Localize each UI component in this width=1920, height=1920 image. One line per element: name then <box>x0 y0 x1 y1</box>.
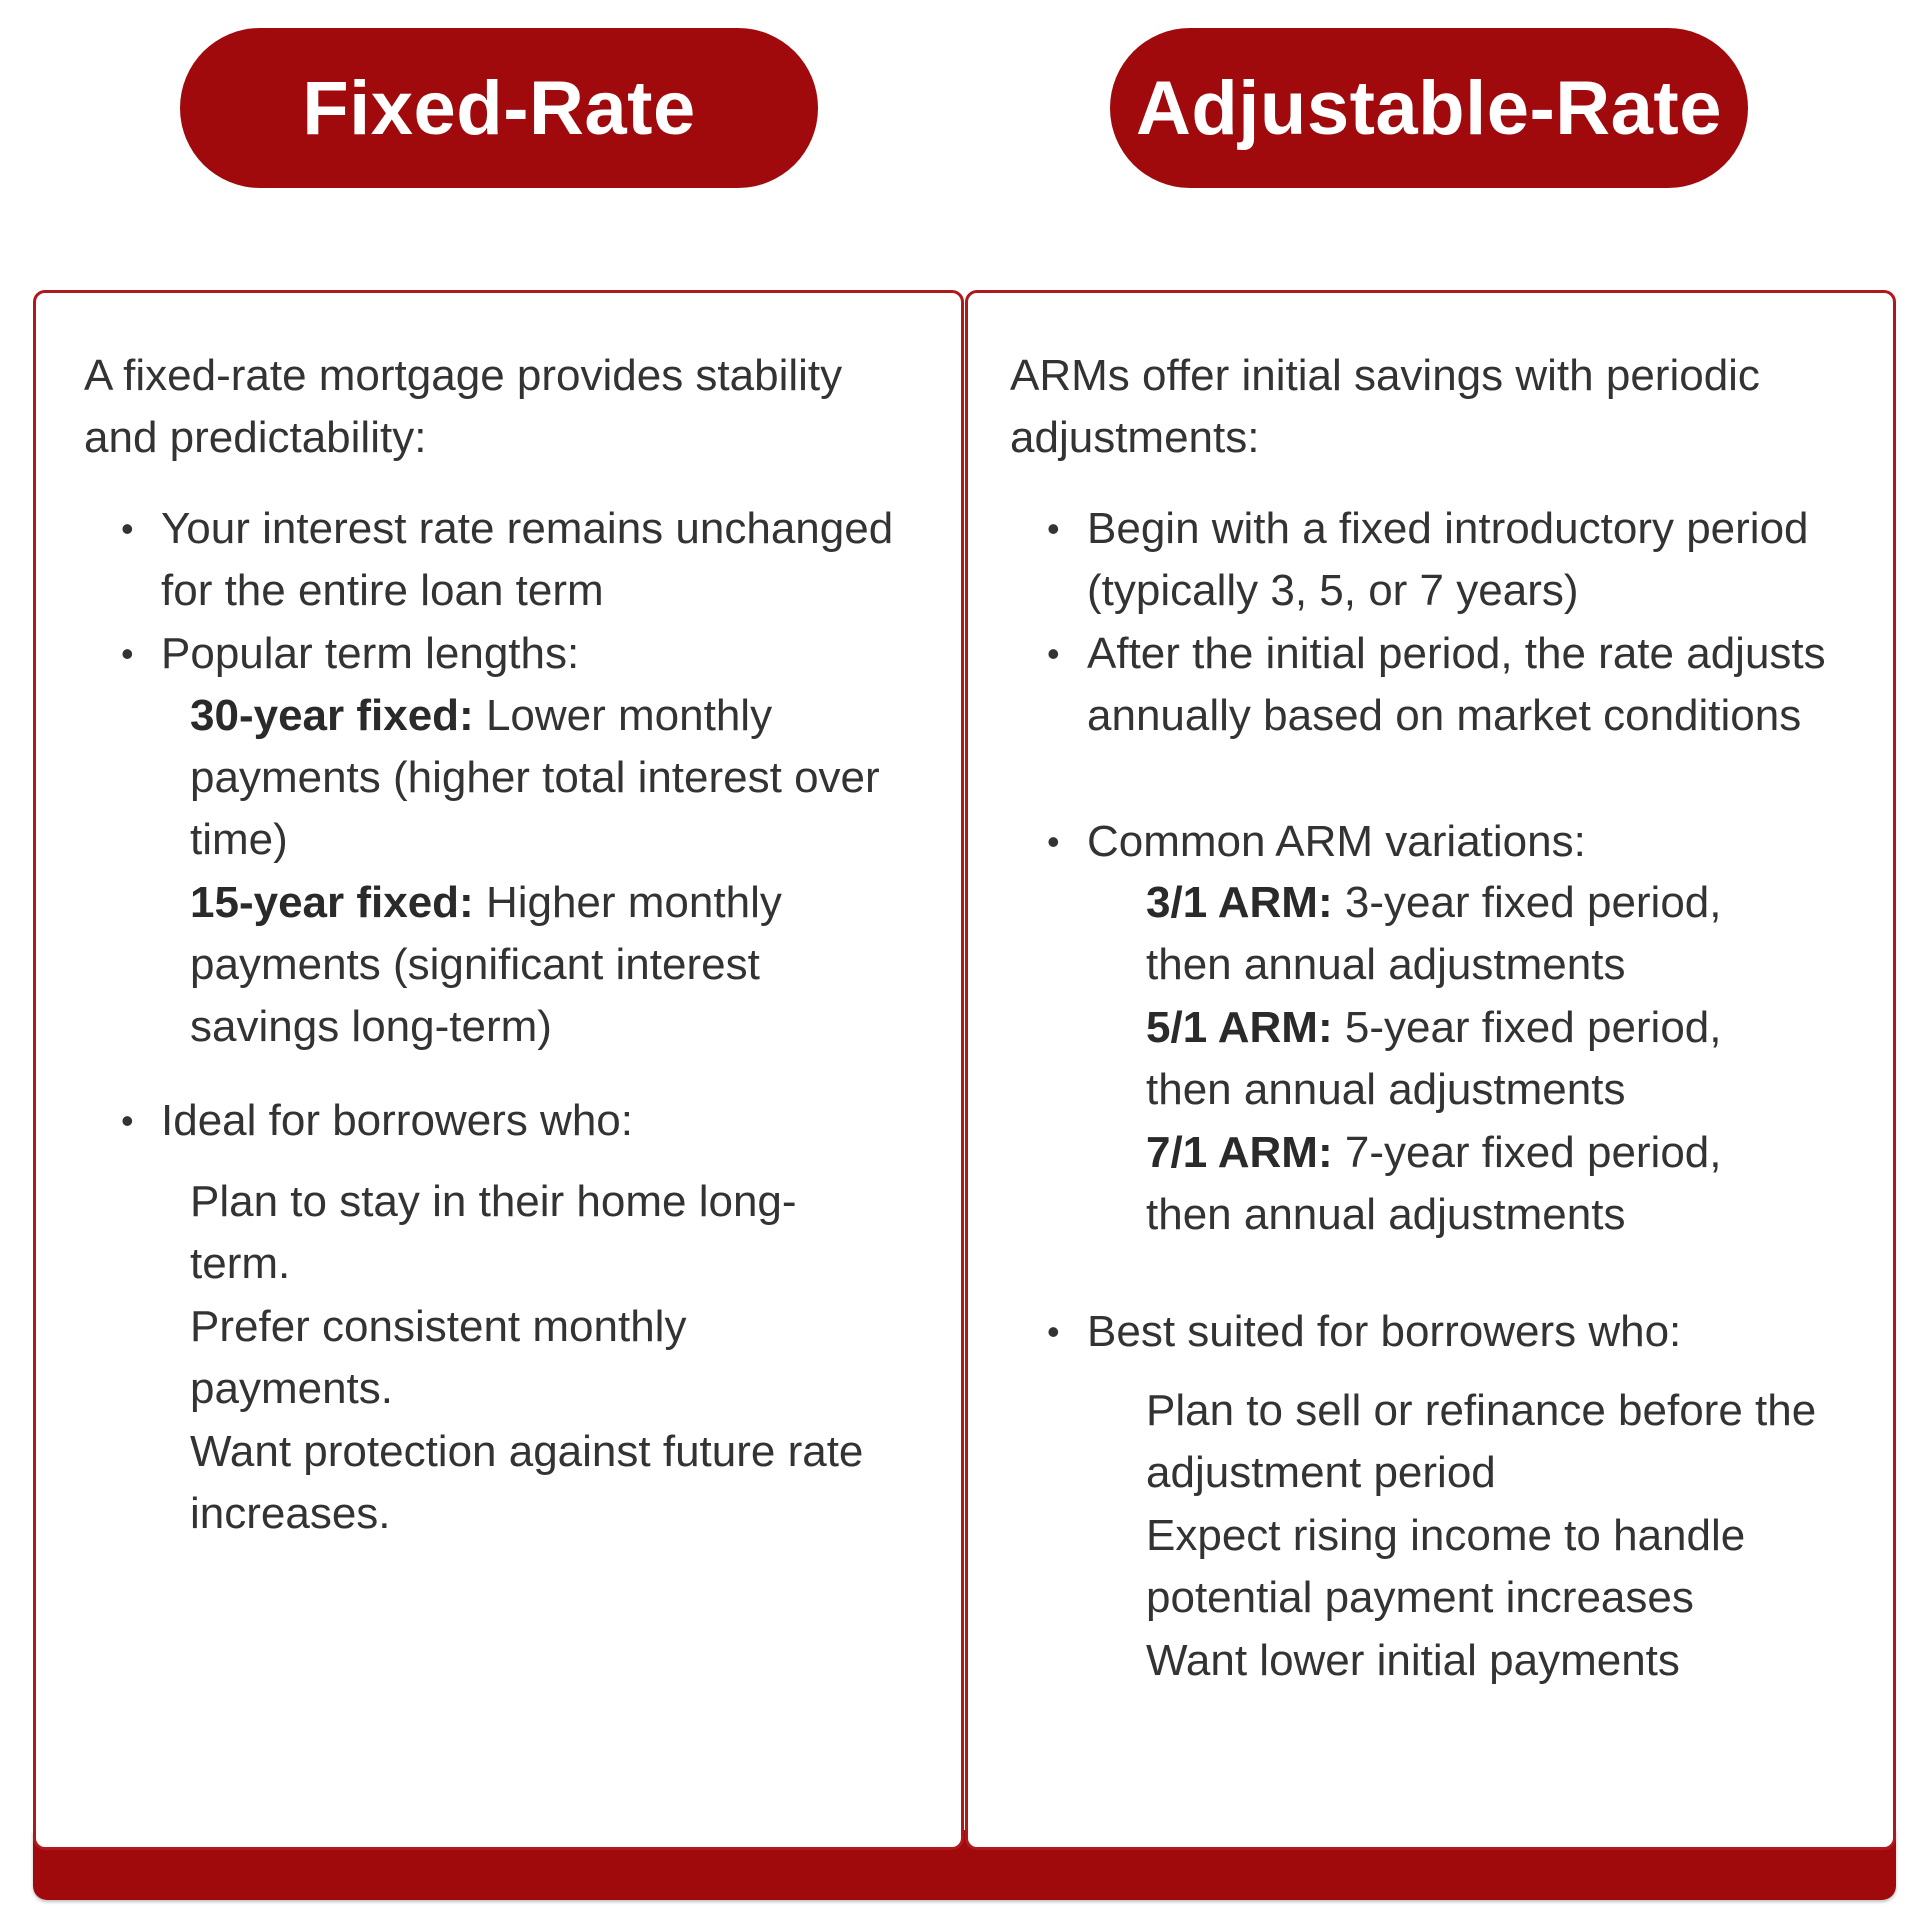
list-item <box>1047 811 1847 873</box>
bullet-text: Popular term lengths: <box>161 629 580 678</box>
arm-variation-text: 3-year fixed period, then annual adjustments <box>1146 878 1722 989</box>
arm-variation-item <box>1146 872 1806 996</box>
adjustable-rate-intro: ARMs offer initial savings with periodic adjustments: <box>1010 351 1760 462</box>
list-item <box>1047 623 1847 747</box>
list-item <box>121 498 921 622</box>
arm-variation-text: 5-year fixed period, then annual adjustments <box>1146 1003 1722 1114</box>
bullet-text: Begin with a fixed introductory period (typically 3, 5, or 7 years) <box>1087 504 1809 615</box>
arm-variation-item <box>1146 997 1806 1121</box>
suited-item: Plan to sell or refinance before the adjustment period <box>1146 1386 1817 1497</box>
suited-item: Want lower initial payments <box>1146 1636 1680 1685</box>
term-label: 30-year fixed: <box>190 691 474 740</box>
fixed-rate-intro: A fixed-rate mortgage provides stability and predictability: <box>84 351 843 462</box>
arm-variation-label: 3/1 ARM: <box>1146 878 1333 927</box>
arm-variation-text: 7-year fixed period, then annual adjustments <box>1146 1128 1722 1239</box>
fixed-rate-header <box>180 28 818 188</box>
ideal-item: Plan to stay in their home long-term. <box>190 1177 797 1288</box>
adjustable-rate-header-label: Adjustable-Rate <box>1135 65 1723 151</box>
arm-variation-item <box>1146 1122 1806 1246</box>
bullet-icon: • <box>1047 508 1060 549</box>
arm-variation-label: 7/1 ARM: <box>1146 1128 1333 1177</box>
bullet-text: Your interest rate remains unchanged for the entire loan term <box>161 504 894 615</box>
bullet-text: Ideal for borrowers who: <box>161 1096 633 1145</box>
list-item <box>1047 498 1877 622</box>
bullet-text: Common ARM variations: <box>1087 817 1586 866</box>
adjustable-rate-header <box>1110 28 1748 188</box>
bullet-icon: • <box>1047 1311 1060 1352</box>
term-text: Lower monthly payments (higher total interest over time) <box>190 691 880 864</box>
list-item <box>121 623 921 685</box>
term-text: Higher monthly payments (significant interest savings long-term) <box>190 878 782 1051</box>
ideal-item: Want protection against future rate increases. <box>190 1427 864 1538</box>
bullet-icon: • <box>121 633 134 674</box>
term-label: 15-year fixed: <box>190 878 474 927</box>
adjustable-rate-card <box>965 290 1896 1850</box>
term-item <box>190 685 890 871</box>
list-item <box>1047 1301 1847 1363</box>
arm-variation-label: 5/1 ARM: <box>1146 1003 1333 1052</box>
suited-item: Expect rising income to handle potential payment increases <box>1146 1511 1746 1622</box>
bullet-text: After the initial period, the rate adjusts annually based on market conditions <box>1087 629 1826 740</box>
bullet-icon: • <box>121 1100 134 1141</box>
bullet-icon: • <box>1047 633 1060 674</box>
term-item <box>190 872 890 1058</box>
ideal-item: Prefer consistent monthly payments. <box>190 1302 687 1413</box>
bullet-icon: • <box>1047 821 1060 862</box>
list-item <box>121 1090 921 1152</box>
bullet-icon: • <box>121 508 134 549</box>
fixed-rate-header-label: Fixed-Rate <box>302 65 696 151</box>
bullet-text: Best suited for borrowers who: <box>1087 1307 1682 1356</box>
fixed-rate-card <box>33 290 964 1850</box>
